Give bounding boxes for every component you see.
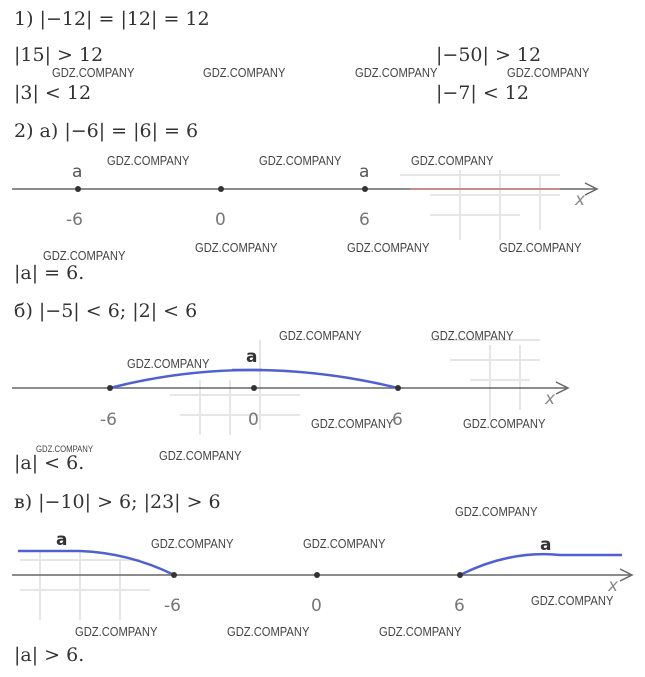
axis-label-x: x — [608, 576, 619, 596]
point-label-a: a — [246, 347, 258, 367]
watermark: GDZ.COMPANY — [279, 328, 362, 343]
axis-label-x: x — [545, 389, 556, 409]
tick-label: -6 — [66, 210, 83, 230]
left-ray — [18, 551, 174, 575]
point-label-a: a — [72, 162, 83, 182]
tick-label: 0 — [248, 410, 259, 430]
point-label-a: a — [540, 535, 552, 555]
tick-label: -6 — [164, 596, 181, 616]
watermark: GDZ.COMPANY — [227, 624, 310, 639]
watermark: GDZ.COMPANY — [499, 240, 582, 255]
line-2b: |−50| > 12 — [436, 44, 542, 66]
line-3a: |3| < 12 — [14, 82, 92, 104]
point-zero — [314, 572, 320, 578]
tick-label: 0 — [311, 596, 322, 616]
watermark: GDZ.COMPANY — [463, 416, 546, 431]
watermark: GDZ.COMPANY — [411, 153, 494, 168]
watermark: GDZ.COMPANY — [107, 153, 190, 168]
right-ray — [460, 554, 622, 575]
watermark: GDZ.COMPANY — [431, 328, 514, 343]
watermark: GDZ.COMPANY — [127, 356, 210, 371]
line-6: б) |−5| < 6; |2| < 6 — [14, 300, 198, 322]
watermark: GDZ.COMPANY — [195, 240, 278, 255]
point-6 — [395, 385, 401, 391]
line-2a: |15| > 12 — [14, 44, 104, 66]
watermark: GDZ.COMPANY — [52, 65, 135, 80]
tick-label: 6 — [454, 596, 465, 616]
watermark: GDZ.COMPANY — [531, 593, 614, 608]
tick-label: 0 — [215, 210, 226, 230]
point-minus6 — [107, 385, 113, 391]
point-6 — [457, 572, 463, 578]
watermark: GDZ.COMPANY — [75, 624, 158, 639]
point-label-a: a — [56, 530, 68, 550]
watermark: GDZ.COMPANY — [355, 65, 438, 80]
line-7: |a| < 6. — [14, 452, 85, 474]
watermark: GDZ.COMPANY — [379, 624, 462, 639]
point-6 — [362, 186, 368, 192]
line-3b: |−7| < 12 — [436, 82, 529, 104]
point-zero — [251, 385, 257, 391]
number-line-a — [12, 183, 597, 195]
watermark: GDZ.COMPANY — [159, 448, 242, 463]
line-9: |a| > 6. — [14, 644, 85, 666]
point-label-a: a — [359, 162, 370, 182]
tick-label: -6 — [100, 410, 117, 430]
watermark: GDZ.COMPANY — [36, 444, 94, 454]
line-8: в) |−10| > 6; |23| > 6 — [14, 491, 221, 513]
line-1: 1) |−12| = |12| = 12 — [14, 8, 210, 30]
watermark: GDZ.COMPANY — [347, 240, 430, 255]
watermark: GDZ.COMPANY — [203, 65, 286, 80]
number-line-b — [12, 370, 568, 394]
watermark: GDZ.COMPANY — [43, 248, 126, 263]
watermark: GDZ.COMPANY — [303, 536, 386, 551]
watermark: GDZ.COMPANY — [507, 65, 590, 80]
point-minus6 — [75, 186, 81, 192]
line-5: |a| = 6. — [14, 262, 85, 284]
number-line-c — [12, 551, 632, 581]
watermark: GDZ.COMPANY — [455, 504, 538, 519]
point-minus6 — [171, 572, 177, 578]
line-4: 2) а) |−6| = |6| = 6 — [14, 120, 199, 142]
axis-label-x: x — [575, 190, 586, 210]
watermark: GDZ.COMPANY — [259, 153, 342, 168]
watermark: GDZ.COMPANY — [311, 416, 394, 431]
watermark: GDZ.COMPANY — [151, 536, 234, 551]
tick-label: 6 — [392, 410, 403, 430]
tick-label: 6 — [359, 210, 370, 230]
point-zero — [218, 186, 224, 192]
